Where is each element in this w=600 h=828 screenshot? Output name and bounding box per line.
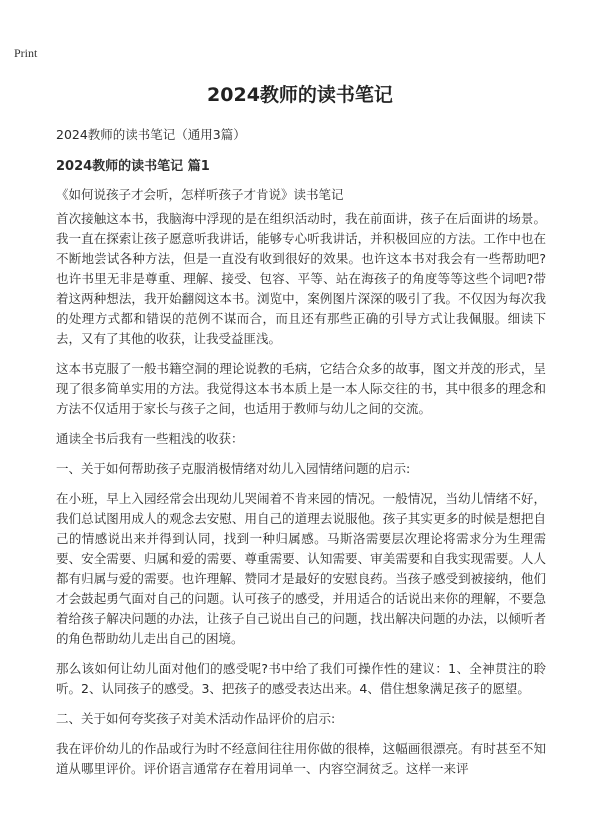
article-body — [56, 209, 546, 789]
document-subtitle: 2024教师的读书笔记（通用3篇） — [56, 127, 246, 142]
paragraph-gains: 通读全书后我有一些粗浅的收获： — [56, 431, 244, 446]
paragraph-praise: 我在评价幼儿的作品或行为时不经意间往往用你做的很棒，这幅画很漂亮。有时甚至不知道从哪里评价。评价语言通常存在着用词单一、内容空洞贫乏。这样一来评 — [56, 741, 546, 776]
book-title: 《如何说孩子才会听，怎样听孩子才肯说》读书笔记 — [56, 187, 344, 202]
paragraph-intro: 首次接触这本书，我脑海中浮现的是在组织活动时，我在前面讲，孩子在后面讲的场景。我一直在探索让孩子愿意听我讲话，能够专心听我讲话，并积极回应的方法。工作中也在不断地尝试各种方法，但是一直没有收到很好的效果。也许这本书对我会有一些帮助吧?也许书里无非是尊重、理解、接受、包容、平等、站在海孩子的角度等等这些个词吧?带着这两种想法，我开始翻阅这本书。浏览中，案例图片深深的吸引了我。不仅因为每次我的处理方式都和错误的范例不谋而合，而且还有那些正确的引导方式让我佩服。细读下去，又有了其他的收获，让我受益匪浅。 — [56, 211, 546, 346]
section-heading: 2024教师的读书笔记 篇1 — [56, 159, 210, 174]
print-link[interactable]: Print — [14, 46, 38, 60]
document-title: 2024教师的读书笔记 — [207, 84, 393, 106]
paragraph-overview: 这本书克服了一般书籍空洞的理论说教的毛病，它结合众多的故事，图文并茂的形式，呈现了很多简单实用的方法。我觉得这本书本质上是一本人际交往的书，其中很多的理念和方法不仅适用于家长与孩子之间，也适用于教师与幼儿之间的交流。 — [56, 361, 546, 416]
paragraph-suggestions: 那么该如何让幼儿面对他们的感受呢?书中给了我们可操作性的建议：1、全神贯注的聆听。2、认同孩子的感受。3、把孩子的感受表达出来。4、借住想象满足孩子的愿望。 — [56, 661, 546, 696]
paragraph-emotions: 在小班，早上入园经常会出现幼儿哭闹着不肯来园的情况。一般情况，当幼儿情绪不好，我们总试图用成人的观念去安慰、用自己的道理去说服他。孩子其实更多的时候是想把自己的情感说出来并得到认同，找到一种归属感。马斯洛需要层次理论将需求分为生理需要、安全需要、归属和爱的需要、尊重需要、认知需要、审美需要和自我实现需要。人人都有归属与爱的需要。也许理解、赞同才是最好的安慰良药。当孩子感受到被接纳，他们才会鼓起勇气面对自己的问题。认可孩子的感受，并用适合的话说出来你的理解，不要急着给孩子解决问题的办法，让孩子自己说出自己的问题，找出解决问题的办法，以倾听者的角色帮助幼儿走出自己的困境。 — [56, 491, 546, 646]
paragraph-point-two-heading: 二、关于如何夸奖孩子对美术活动作品评价的启示: — [56, 711, 336, 726]
paragraph-point-one-heading: 一、关于如何帮助孩子克服消极情绪对幼儿入园情绪问题的启示: — [56, 461, 411, 476]
